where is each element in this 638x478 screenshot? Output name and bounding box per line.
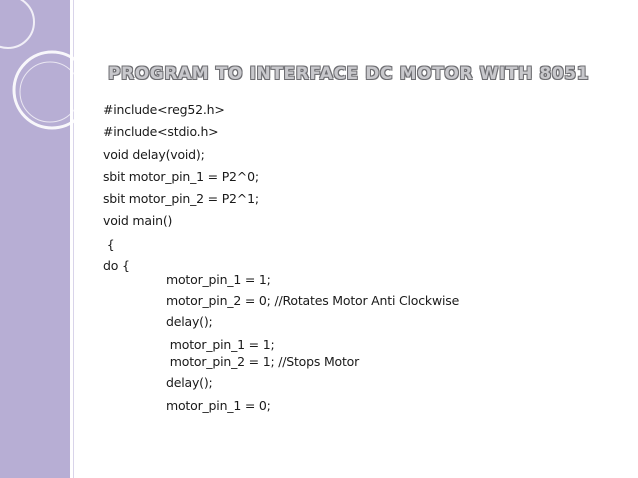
decorative-circle-large	[14, 52, 90, 128]
code-line-4: sbit motor_pin_1 = P2^0;	[103, 169, 259, 184]
code-line-10: motor_pin_2 = 0; //Rotates Motor Anti Clockwise	[166, 293, 460, 308]
code-line-3: void delay(void);	[103, 147, 205, 162]
code-line-15: motor_pin_1 = 0;	[166, 398, 271, 413]
code-line-7: {	[103, 237, 115, 252]
code-line-1: #include<reg52.h>	[103, 102, 225, 117]
code-line-6: void main()	[103, 213, 173, 228]
decorative-circle-inner	[20, 62, 80, 122]
code-line-13: motor_pin_2 = 1; //Stops Motor	[166, 354, 360, 369]
code-line-2: #include<stdio.h>	[103, 124, 219, 139]
code-line-9: motor_pin_1 = 1;	[166, 272, 271, 287]
code-line-12: motor_pin_1 = 1;	[166, 337, 275, 352]
code-line-14: delay();	[166, 375, 213, 390]
code-line-8: do {	[103, 258, 130, 273]
decorative-circle-top	[0, 0, 34, 48]
code-line-11: delay();	[166, 314, 213, 329]
code-line-5: sbit motor_pin_2 = P2^1;	[103, 191, 259, 206]
slide-title: PROGRAM TO INTERFACE DC MOTOR WITH 8051	[108, 64, 590, 84]
